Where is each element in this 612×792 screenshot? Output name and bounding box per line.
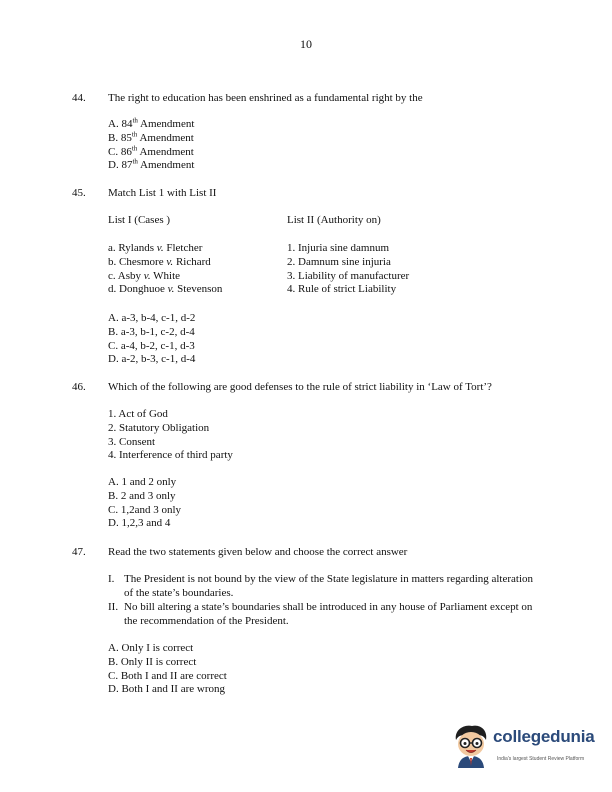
list1-item: d. Donghuoe v. Stevenson <box>108 283 223 296</box>
question-text: The right to education has been enshrined as a fundamental right by the <box>108 92 423 104</box>
list2-item: 2. Damnum sine injuria <box>287 255 391 268</box>
option-d: D. Both I and II are wrong <box>108 683 225 696</box>
student-mascot-icon <box>450 722 492 770</box>
question-45-options <box>108 312 568 367</box>
question-number: 46. <box>72 381 86 393</box>
option-c: C. 86th Amendment <box>108 143 194 158</box>
option-a: A. 1 and 2 only <box>108 476 177 488</box>
question-number: 44. <box>72 92 86 104</box>
option-b: B. a-3, b-1, c-2, d-4 <box>108 325 195 338</box>
collegedunia-logo <box>450 722 600 772</box>
option-d: D. a-2, b-3, c-1, d-4 <box>108 353 196 366</box>
question-text: Which of the following are good defenses to the rule of strict liability in ‘Law of Tort’? <box>108 381 492 393</box>
list1-header: List I (Cases ) <box>108 214 171 226</box>
list2-item: 4. Rule of strict Liability <box>287 283 397 296</box>
statement-label: II. <box>108 601 119 613</box>
statement-1 <box>108 573 548 601</box>
list-item: 4. Interference of third party <box>108 449 233 462</box>
option-a: A. 84th Amendment <box>108 116 195 130</box>
list-headers <box>108 214 568 228</box>
list2-item: 3. Liability of manufacturer <box>287 269 410 282</box>
statement-text: The President is not bound by the view of the State legislature in matters regarding alteration of the state’s boundaries. <box>124 573 534 599</box>
option-d: D. 87th Amendment <box>108 157 195 172</box>
list2-header: List II (Authority on) <box>287 214 381 226</box>
list-item: 1. Act of God <box>108 408 168 420</box>
question-44-options <box>108 118 568 173</box>
list2-item: 1. Injuria sine damnum <box>287 242 390 254</box>
list-2 <box>287 242 567 297</box>
option-c: C. 1,2and 3 only <box>108 503 182 516</box>
option-c: C. a-4, b-2, c-1, d-3 <box>108 339 195 352</box>
statement-text: No bill altering a state’s boundaries shall be introduced in any house of Parliament except on the recommendation of the President. <box>124 601 533 627</box>
list-item: 3. Consent <box>108 435 156 448</box>
question-number: 45. <box>72 187 86 199</box>
list-item: 2. Statutory Obligation <box>108 421 210 434</box>
statement-label: I. <box>108 573 115 585</box>
list1-item: a. Rylands v. Fletcher <box>108 242 203 254</box>
statement-2 <box>108 601 548 629</box>
list1-item: b. Chesmore v. Richard <box>108 255 211 268</box>
list1-item: c. Asby v. White <box>108 269 181 282</box>
option-b: B. Only II is correct <box>108 655 197 668</box>
question-46-options <box>108 476 568 531</box>
page-number: 10 <box>300 37 312 51</box>
option-d: D. 1,2,3 and 4 <box>108 517 171 530</box>
option-a: A. a-3, b-4, c-1, d-2 <box>108 312 196 324</box>
question-46-items <box>108 408 568 463</box>
question-text: Read the two statements given below and choose the correct answer <box>108 546 408 558</box>
question-number: 47. <box>72 546 86 558</box>
option-c: C. Both I and II are correct <box>108 669 227 682</box>
option-a: A. Only I is correct <box>108 642 194 654</box>
logo-wordmark: collegedunia <box>493 727 595 746</box>
option-b: B. 2 and 3 only <box>108 489 176 502</box>
question-47-options <box>108 642 568 697</box>
logo-tagline: India's largest Student Review Platform <box>497 756 585 762</box>
question-text: Match List 1 with List II <box>108 187 217 199</box>
option-b: B. 85th Amendment <box>108 130 194 144</box>
